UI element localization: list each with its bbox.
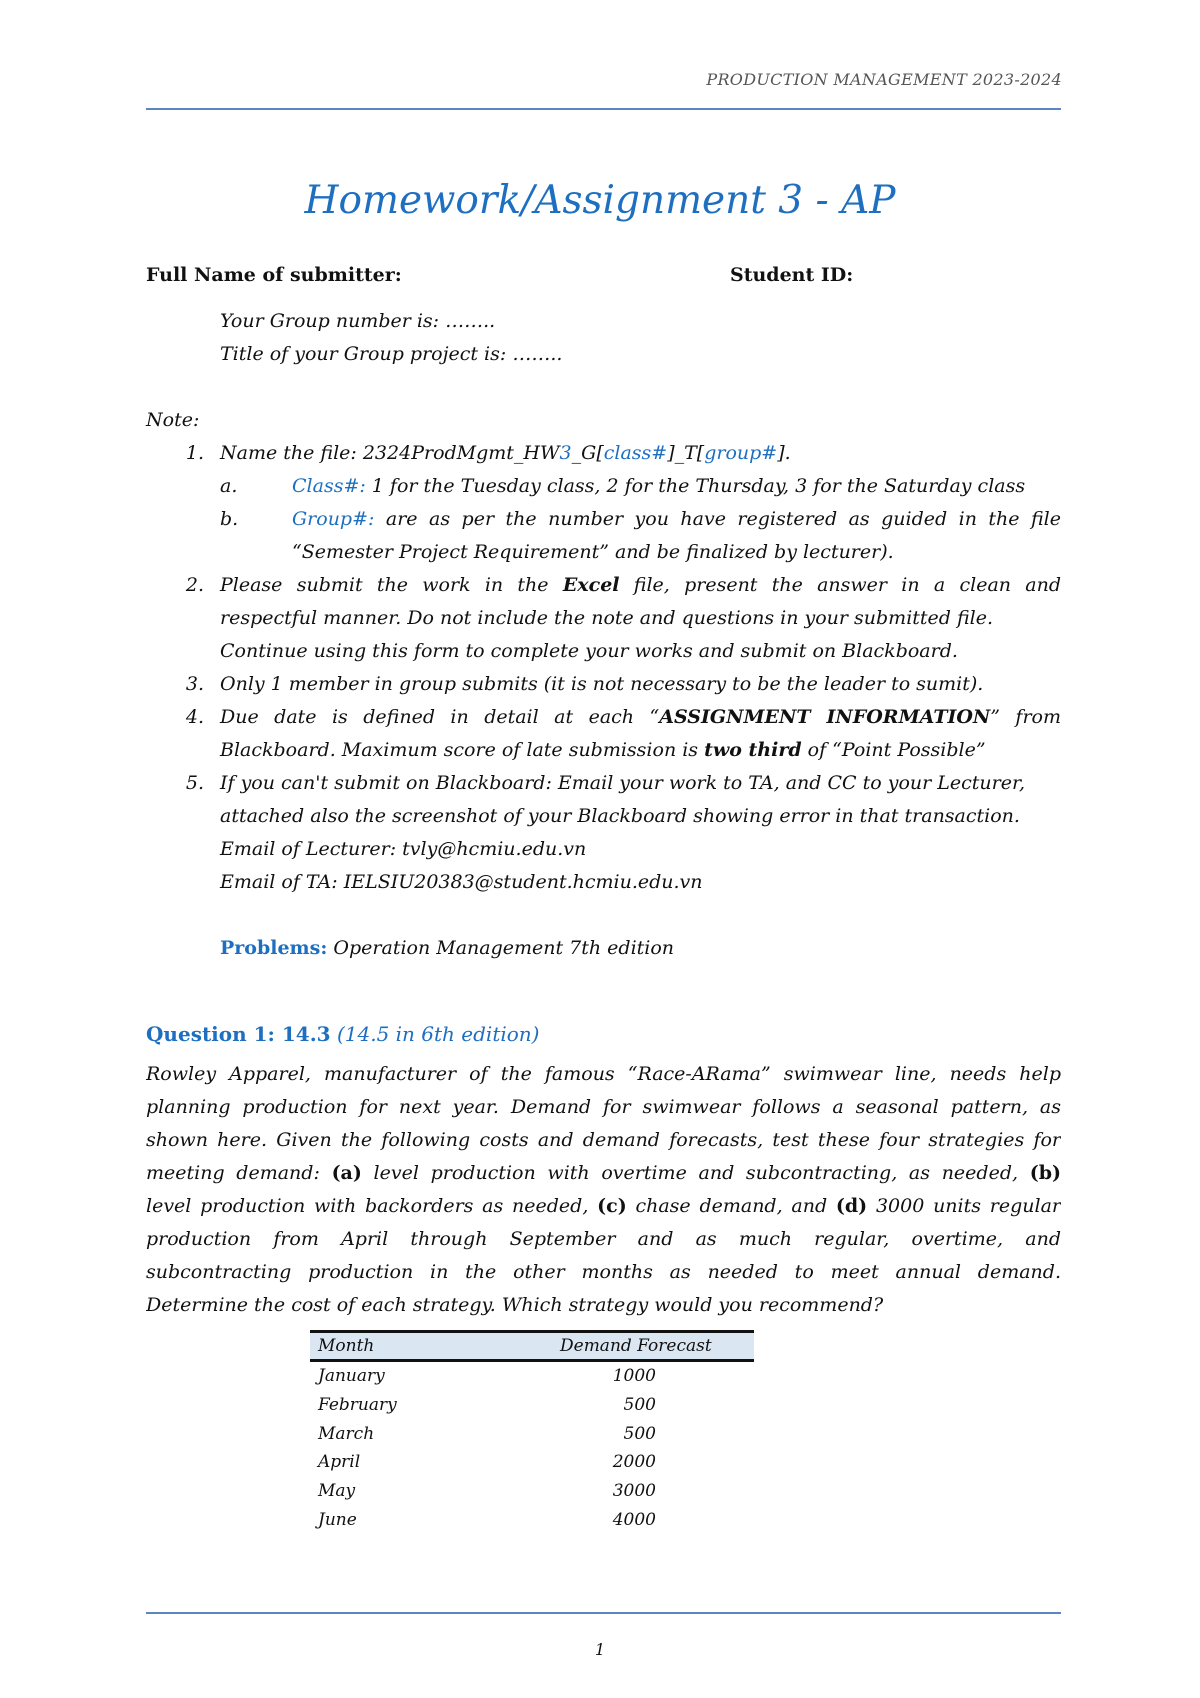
note-item-4-line2: Blackboard. Maximum score of late submission is two third of “Point Possible”: [220, 739, 986, 761]
question-1-line-4: meeting demand: (a) level production with overtime and subcontracting, as needed, (b): [146, 1162, 1061, 1184]
month-cell: June: [318, 1509, 357, 1530]
demand-cell: 3000: [612, 1481, 656, 1502]
table-row: [310, 1477, 754, 1506]
month-cell: April: [318, 1452, 361, 1473]
note-item-3: Only 1 member in group submits (it is not necessary to be the leader to sumit).: [220, 673, 984, 695]
note-item-1-number: 1.: [185, 442, 204, 464]
note-item-2-line3: Continue using this form to complete your works and submit on Blackboard.: [220, 640, 958, 662]
student-id-label: Student ID:: [730, 264, 854, 286]
demand-cell: 1000: [612, 1366, 656, 1386]
note-item-2-line2: respectful manner. Do not include the note and questions in your submitted file.: [220, 607, 994, 629]
question-1-line-7: subcontracting production in the other months as needed to meet annual demand.: [146, 1261, 1061, 1283]
question-1-line-3: shown here. Given the following costs and demand forecasts, test these four strategies for: [146, 1129, 1061, 1151]
table-row: [310, 1420, 754, 1449]
running-header: PRODUCTION MANAGEMENT 2023-2024: [706, 70, 1062, 89]
note-item-2-number: 2.: [185, 574, 204, 596]
demand-column-header: Demand Forecast: [560, 1336, 712, 1356]
group-number-line: Your Group number is: ……..: [220, 310, 496, 332]
question-1-line-6: production from April through September and as much regular, overtime, and: [146, 1228, 1061, 1250]
note-item-1a: Class#: 1 for the Tuesday class, 2 for the Thursday, 3 for the Saturday class: [292, 475, 1026, 497]
demand-cell: 500: [623, 1423, 656, 1444]
table-row: [310, 1391, 754, 1420]
note-item-1a-letter: a.: [220, 475, 238, 497]
question-1-line-1: Rowley Apparel, manufacturer of the famous “Race-ARama” swimwear line, needs help: [146, 1063, 1061, 1085]
demand-forecast-table: [310, 1330, 754, 1535]
demand-cell: 500: [623, 1394, 656, 1415]
month-cell: March: [318, 1423, 375, 1444]
note-item-1: Name the file: 2324ProdMgmt_HW3_G[class#]_T[group#].: [220, 442, 791, 464]
note-item-4-number: 4.: [185, 706, 204, 728]
demand-cell: 2000: [612, 1452, 656, 1473]
note-item-5-number: 5.: [185, 772, 204, 794]
month-column-header: Month: [318, 1336, 375, 1356]
note-item-1b-line2: “Semester Project Requirement” and be finalized by lecturer).: [292, 541, 894, 563]
footer-rule: [146, 1612, 1061, 1614]
month-cell: January: [318, 1366, 385, 1386]
note-item-1b-line1: Group#: are as per the number you have registered as guided in the file: [292, 508, 1061, 530]
note-item-3-number: 3.: [185, 673, 204, 695]
page-number: 1: [594, 1640, 606, 1659]
note-item-5-line1: If you can't submit on Blackboard: Email your work to TA, and CC to your Lecturer,: [220, 772, 1025, 794]
lecturer-email-line: Email of Lecturer: tvly@hcmiu.edu.vn: [220, 838, 587, 860]
question-1-line-2: planning production for next year. Demand for swimwear follows a seasonal pattern, as: [146, 1096, 1061, 1118]
table-row: [310, 1506, 754, 1535]
note-label: Note:: [146, 409, 200, 431]
table-row: [310, 1362, 754, 1391]
month-cell: May: [318, 1481, 356, 1502]
document-title: Homework/Assignment 3 - AP: [304, 178, 896, 223]
full-name-label: Full Name of submitter:: [146, 264, 402, 286]
month-cell: February: [318, 1394, 397, 1415]
question-1-heading: Question 1: 14.3 (14.5 in 6th edition): [146, 1022, 540, 1046]
table-row: [310, 1448, 754, 1477]
note-item-4-line1: Due date is defined in detail at each “ASSIGNMENT INFORMATION” from: [220, 706, 1061, 728]
ta-email-line: Email of TA: IELSIU20383@student.hcmiu.edu.vn: [220, 871, 703, 893]
problems-line: Problems: Operation Management 7th edition: [220, 937, 675, 959]
note-item-2-line1: Please submit the work in the Excel file, present the answer in a clean and: [220, 574, 1062, 596]
question-1-line-8: Determine the cost of each strategy. Which strategy would you recommend?: [146, 1294, 884, 1316]
group-title-line: Title of your Group project is: ……..: [220, 343, 563, 365]
note-item-1b-letter: b.: [220, 508, 239, 530]
question-1-line-5: level production with backorders as needed, (c) chase demand, and (d) 3000 units regular: [146, 1195, 1061, 1217]
header-rule: [146, 108, 1061, 110]
question-1-body: [146, 1058, 1061, 1322]
demand-cell: 4000: [612, 1509, 656, 1530]
table-header: [310, 1330, 754, 1362]
note-item-5-line2: attached also the screenshot of your Blackboard showing error in that transaction.: [220, 805, 1020, 827]
